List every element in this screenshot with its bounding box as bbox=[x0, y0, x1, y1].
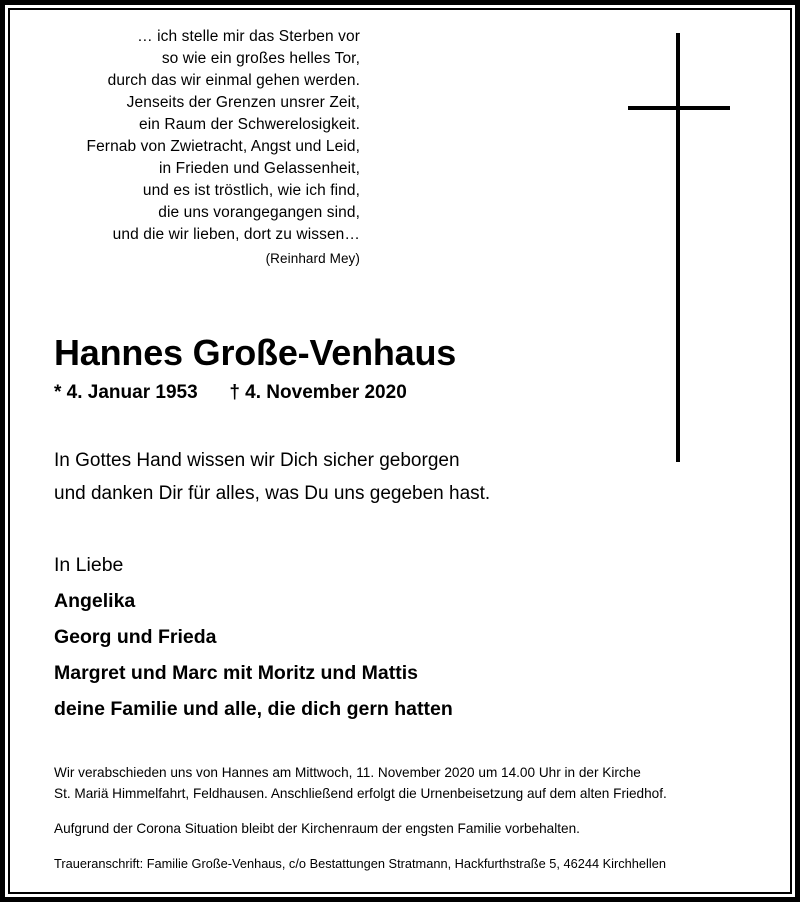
poem-line: … ich stelle mir das Sterben vor bbox=[137, 28, 360, 45]
mourner-line: Angelika bbox=[54, 590, 136, 612]
fineprint-block bbox=[54, 762, 754, 874]
cross-horizontal-beam bbox=[628, 106, 730, 110]
mourners-block bbox=[54, 547, 754, 727]
corona-note: Aufgrund der Corona Situation bleibt der Kirchenraum der engsten Familie vorbehalten. bbox=[54, 821, 580, 836]
poem-line: ein Raum der Schwerelosigkeit. bbox=[139, 116, 360, 133]
mourner-line: Georg und Frieda bbox=[54, 626, 217, 648]
funeral-details-line: St. Mariä Himmelfahrt, Feldhausen. Anschließend erfolgt die Urnenbeisetzung auf dem alten Friedhof. bbox=[54, 786, 667, 801]
funeral-details-line: Wir verabschieden uns von Hannes am Mittwoch, 11. November 2020 um 14.00 Uhr in der Kirche bbox=[54, 765, 641, 780]
deceased-name: Hannes Große-Venhaus bbox=[54, 332, 457, 373]
poem-line: und die wir lieben, dort zu wissen… bbox=[112, 226, 360, 243]
poem-line: durch das wir einmal gehen werden. bbox=[107, 72, 360, 89]
mourner-line: Margret und Marc mit Moritz und Mattis bbox=[54, 662, 419, 684]
poem-line: in Frieden und Gelassenheit, bbox=[159, 160, 360, 177]
deceased-dates: * 4. Januar 1953 † 4. November 2020 bbox=[54, 382, 407, 403]
poem-line: und es ist tröstlich, wie ich find, bbox=[142, 182, 360, 199]
condolence-address: Traueranschrift: Familie Große-Venhaus, c/o Bestattungen Stratmann, Hackfurthstraße 5, 46244 Kirchhellen bbox=[54, 856, 666, 871]
tribute-text bbox=[54, 444, 754, 510]
poem-line: so wie ein großes helles Tor, bbox=[161, 50, 360, 67]
poem-line: Fernab von Zwietracht, Angst und Leid, bbox=[86, 138, 360, 155]
poem-line: die uns vorangegangen sind, bbox=[158, 204, 360, 221]
tribute-line: In Gottes Hand wissen wir Dich sicher geborgen bbox=[54, 450, 460, 471]
poem-attribution: (Reinhard Mey) bbox=[265, 251, 360, 266]
tribute-line: und danken Dir für alles, was Du uns gegeben hast. bbox=[54, 483, 491, 504]
memorial-poem bbox=[60, 26, 360, 270]
funeral-details bbox=[54, 762, 754, 804]
deceased-name-block bbox=[54, 332, 754, 406]
mourners-intro: In Liebe bbox=[54, 554, 124, 576]
mourner-line: deine Familie und alle, die dich gern hatten bbox=[54, 698, 453, 720]
poem-line: Jenseits der Grenzen unsrer Zeit, bbox=[126, 94, 360, 111]
